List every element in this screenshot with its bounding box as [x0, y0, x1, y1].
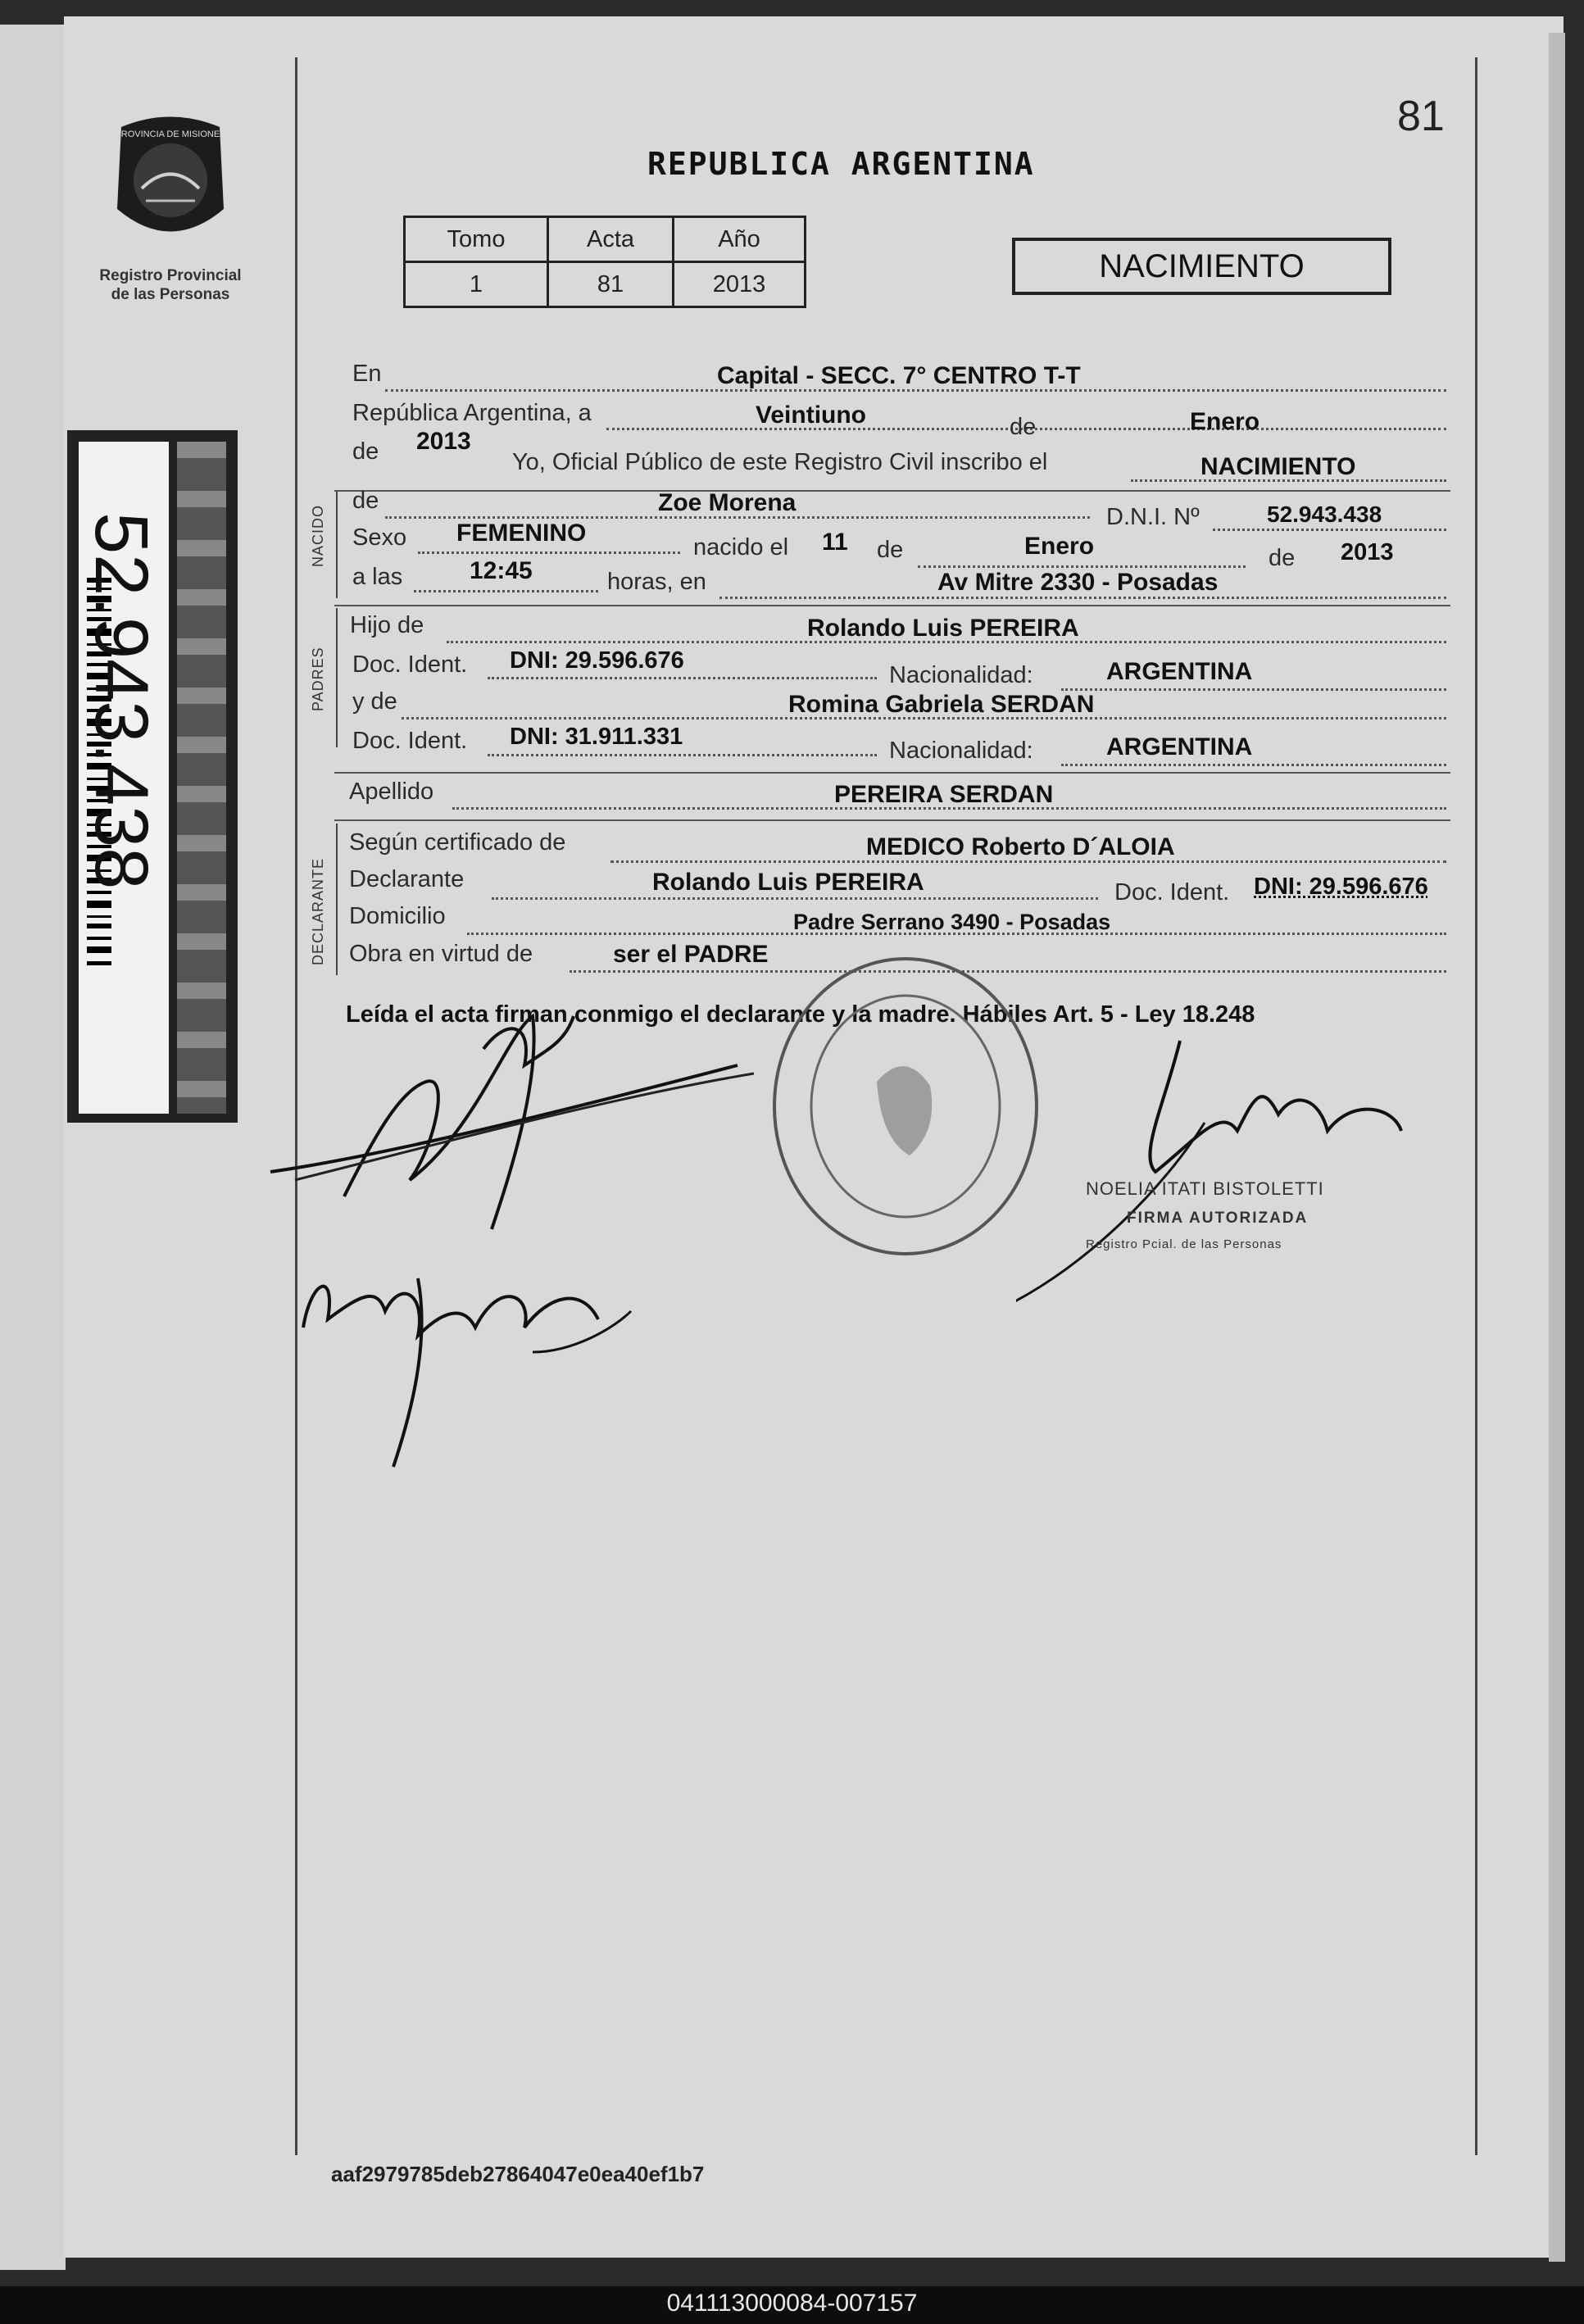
bottom-barcode-bar: [0, 2286, 1584, 2324]
sexo-value: FEMENINO: [456, 520, 587, 547]
horas-label: horas, en: [607, 569, 706, 595]
divider-apellido-top: [334, 772, 1450, 774]
document-hash: aaf2979785deb27864047e0ea40ef1b7: [331, 2162, 705, 2186]
hijo-de-label: Hijo de: [350, 612, 424, 638]
birth-year-value: 2013: [1341, 539, 1394, 565]
nacido-name-value: Zoe Morena: [658, 489, 797, 516]
obra-value: ser el PADRE: [613, 941, 769, 968]
birth-time-value: 12:45: [470, 557, 533, 584]
y-de-label: y de: [352, 688, 397, 715]
nacido-section-rule: [336, 492, 338, 598]
act-type-label: NACIMIENTO: [1099, 248, 1305, 284]
declarante-label: Declarante: [349, 866, 465, 892]
book-value-row: [405, 262, 806, 307]
registry-name: Registro Provincial de las Personas: [99, 267, 242, 303]
mother-doc-dots: [488, 754, 877, 756]
dni-label: D.N.I. Nº: [1106, 504, 1200, 530]
padres-section-label: PADRES: [310, 647, 326, 711]
right-margin-rule: [1475, 57, 1477, 2155]
ano-header: Año: [674, 217, 806, 262]
birth-day-value: 11: [822, 529, 848, 556]
tomo-value: 1: [405, 262, 548, 307]
time-dots: [414, 590, 598, 592]
mother-nat-dots: [1061, 764, 1446, 766]
act-type-box: [1012, 238, 1391, 295]
mother-doc-label: Doc. Ident.: [352, 728, 468, 754]
cert-label: Según certificado de: [349, 829, 566, 856]
intro-month-value: Enero: [1190, 408, 1260, 435]
padres-section-rule: [336, 608, 338, 747]
a-las-label: a las: [352, 564, 403, 590]
birth-de-label-2: de: [1269, 545, 1296, 571]
divider-declarante-top: [334, 819, 1450, 821]
obra-label: Obra en virtud de: [349, 941, 533, 967]
acta-header: Acta: [548, 217, 674, 262]
father-doc-label: Doc. Ident.: [352, 651, 468, 678]
en-label: En: [352, 361, 382, 387]
previous-page-edge: [0, 25, 66, 2270]
side-barcode-label: [67, 430, 238, 1123]
father-doc-value: DNI: 29.596.676: [510, 647, 684, 674]
domicilio-value: Padre Serrano 3490 - Posadas: [793, 910, 1111, 934]
official-stamp: [762, 942, 1049, 1270]
page-title: REPUBLICA ARGENTINA: [647, 146, 1035, 182]
official-name: NOELIA ITATI BISTOLETTI: [1086, 1178, 1324, 1199]
apellido-label: Apellido: [349, 778, 434, 805]
birth-place-value: Av Mitre 2330 - Posadas: [937, 569, 1219, 596]
nacido-el-label: nacido el: [693, 534, 789, 561]
tomo-header: Tomo: [405, 217, 548, 262]
nacido-section-label: NACIDO: [310, 504, 326, 567]
birth-month-value: Enero: [1024, 533, 1095, 560]
official-signature: [1016, 1024, 1426, 1311]
divider-padres-top: [334, 605, 1450, 606]
intro-de-label: de: [1010, 414, 1037, 440]
father-name-value: Rolando Luis PEREIRA: [807, 615, 1079, 642]
side-dni-number: 52.943.438: [79, 512, 163, 890]
declarante-doc-value: DNI: 29.596.676: [1254, 874, 1428, 900]
oficial-text: Yo, Oficial Público de este Registro Civil inscribo el: [512, 449, 1048, 475]
father-nat-value: ARGENTINA: [1106, 658, 1253, 685]
intro-de2-label: de: [352, 438, 379, 465]
place-dots: [719, 597, 1446, 599]
mother-name-value: Romina Gabriela SERDAN: [788, 691, 1095, 718]
closing-text: Leída el acta firman conmigo el declarante y la madre. Hábiles Art. 5 - Ley 18.248: [346, 1001, 1255, 1028]
official-office: Registro Pcial. de las Personas: [1086, 1237, 1282, 1251]
province-seal-logo: [105, 111, 236, 258]
father-doc-dots: [488, 677, 877, 679]
dni-dots: [1213, 529, 1446, 531]
barcode-number: 041113000084-007157: [666, 2290, 918, 2317]
acta-value: 81: [548, 262, 674, 307]
intro-year-value: 2013: [416, 428, 471, 455]
declarant-signature: [262, 885, 754, 1278]
page-number: 81: [1397, 93, 1445, 140]
domicilio-label: Domicilio: [349, 903, 446, 929]
apellido-value: PEREIRA SERDAN: [834, 781, 1054, 808]
mother-signature: [287, 1229, 647, 1500]
declarante-section-label: DECLARANTE: [310, 857, 326, 965]
divider-nacido-top: [334, 490, 1450, 492]
mother-nat-value: ARGENTINA: [1106, 733, 1253, 760]
en-value: Capital - SECC. 7° CENTRO T-T: [717, 362, 1081, 389]
cert-value: MEDICO Roberto D´ALOIA: [866, 833, 1175, 860]
father-nat-dots: [1061, 688, 1446, 691]
mother-nat-label: Nacionalidad:: [889, 738, 1033, 764]
republica-label: República Argentina, a: [352, 400, 592, 426]
page-stack-edge: [1549, 33, 1565, 2262]
inscribo-value: NACIMIENTO: [1200, 453, 1356, 480]
intro-day-value: Veintiuno: [756, 402, 866, 429]
book-header-row: [405, 217, 806, 262]
birth-month-dots: [918, 565, 1246, 568]
ano-value: 2013: [674, 262, 806, 307]
book-reference-table: [403, 216, 806, 308]
father-nat-label: Nacionalidad:: [889, 662, 1033, 688]
sexo-dots: [418, 551, 680, 554]
declarante-doc-label: Doc. Ident.: [1114, 879, 1230, 906]
nacido-de-label: de: [352, 488, 379, 514]
mother-doc-value: DNI: 31.911.331: [510, 724, 683, 750]
dni-value: 52.943.438: [1267, 502, 1382, 527]
official-role: FIRMA AUTORIZADA: [1127, 1210, 1309, 1227]
birth-de-label: de: [877, 537, 904, 563]
logo-ring-text: PROVINCIA DE MISIONES: [115, 129, 226, 139]
sexo-label: Sexo: [352, 524, 407, 551]
declarante-value: Rolando Luis PEREIRA: [652, 869, 924, 896]
